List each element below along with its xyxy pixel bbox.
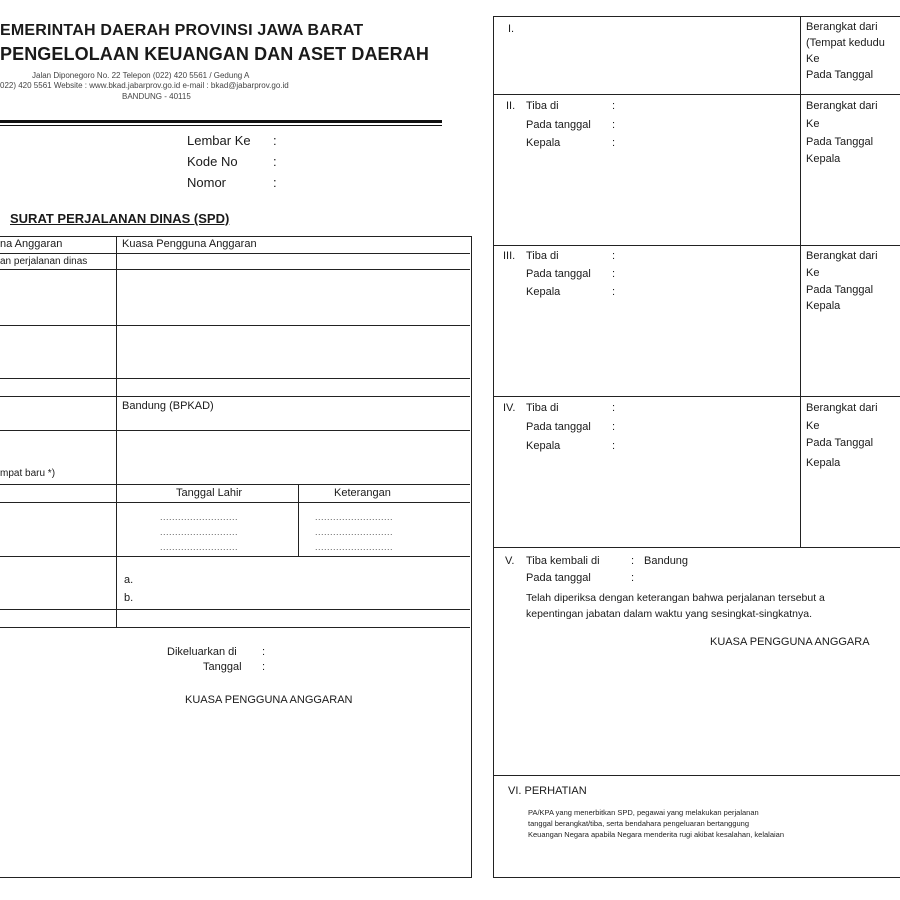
sec2-tiba: Tiba di bbox=[526, 100, 559, 112]
sec6-para-line1: PA/KPA yang menerbitkan SPD, pegawai yang melakukan perjalanan bbox=[528, 808, 759, 817]
sec3-colon1: : bbox=[612, 250, 616, 262]
item-b: b. bbox=[124, 592, 134, 604]
sec2-number: II. bbox=[506, 100, 516, 112]
sec4-ke: Ke bbox=[806, 420, 820, 432]
sec5-colon1: : bbox=[631, 555, 635, 567]
sec5-colon2: : bbox=[631, 572, 635, 584]
sec3-berangkat: Berangkat dari bbox=[806, 250, 878, 262]
form-hline bbox=[0, 396, 470, 397]
right-hline bbox=[493, 94, 900, 95]
kode-colon: : bbox=[273, 154, 277, 169]
form-vline bbox=[298, 484, 299, 556]
sec4-tanggal: Pada Tanggal bbox=[806, 437, 874, 449]
header-address-line2: 022) 420 5561 Website : www.bkad.jabarprov.go.id e-mail : bkad@jabarprov.go.id bbox=[0, 81, 289, 90]
sec1-tempat: (Tempat kedudu bbox=[806, 37, 885, 49]
header-thick-rule bbox=[0, 120, 442, 123]
form-hline bbox=[0, 484, 470, 485]
header-thin-rule bbox=[0, 125, 442, 126]
right-hline bbox=[493, 547, 900, 548]
form-hline bbox=[0, 253, 470, 254]
sec3-pada: Pada tanggal bbox=[526, 268, 591, 280]
right-hline bbox=[493, 396, 900, 397]
dots-tanggal-2: .......................... bbox=[160, 527, 239, 537]
dikeluarkan-label: Dikeluarkan di bbox=[167, 646, 237, 658]
sec3-colon3: : bbox=[612, 286, 616, 298]
dots-keterangan-3: .......................... bbox=[315, 542, 394, 552]
sec3-kepala-r: Kepala bbox=[806, 300, 841, 312]
item-a: a. bbox=[124, 574, 134, 586]
sec3-tiba: Tiba di bbox=[526, 250, 559, 262]
sec1-ke: Ke bbox=[806, 53, 820, 65]
dots-keterangan-2: .......................... bbox=[315, 527, 394, 537]
sec5-signature: KUASA PENGGUNA ANGGARA bbox=[710, 636, 870, 648]
sec2-colon3: : bbox=[612, 137, 616, 149]
sec1-number: I. bbox=[508, 23, 515, 35]
sec6-para-line2: tanggal berangkat/tiba, serta bendahara pengeluaran bertanggung bbox=[528, 819, 750, 828]
col-tanggal-lahir: Tanggal Lahir bbox=[176, 487, 243, 499]
header-agency-line: PENGELOLAAN KEUANGAN DAN ASET DAERAH bbox=[0, 44, 429, 64]
sec4-kepala-r: Kepala bbox=[806, 457, 841, 469]
dots-tanggal-1: .......................... bbox=[160, 512, 239, 522]
sec4-number: IV. bbox=[503, 402, 516, 414]
right-hline bbox=[493, 775, 900, 776]
sec4-colon3: : bbox=[612, 440, 616, 452]
sec3-number: III. bbox=[503, 250, 516, 262]
sec2-tanggal: Pada Tanggal bbox=[806, 136, 874, 148]
maksud-label: an perjalanan dinas bbox=[0, 256, 88, 267]
nomor-label: Nomor bbox=[187, 175, 227, 190]
header-address-line3: BANDUNG - 40115 bbox=[122, 92, 191, 101]
form-vline bbox=[116, 236, 117, 627]
sec5-note2: kepentingan jabatan dalam waktu yang sesingkat-singkatnya. bbox=[526, 608, 813, 620]
sec2-ke: Ke bbox=[806, 118, 820, 130]
form-hline bbox=[0, 609, 470, 610]
sec6-title: VI. PERHATIAN bbox=[508, 785, 587, 797]
sec3-ke: Ke bbox=[806, 267, 820, 279]
sec2-pada: Pada tanggal bbox=[526, 119, 591, 131]
tanggal-label: Tanggal bbox=[203, 661, 242, 673]
sec1-tanggal: Pada Tanggal bbox=[806, 69, 874, 81]
header-government-line: EMERINTAH DAERAH PROVINSI JAWA BARAT bbox=[0, 22, 364, 39]
sec1-berangkat: Berangkat dari bbox=[806, 21, 878, 33]
sec5-number: V. bbox=[505, 555, 515, 567]
sec2-kepala-r: Kepala bbox=[806, 153, 841, 165]
sec2-kepala: Kepala bbox=[526, 137, 561, 149]
kode-label: Kode No bbox=[187, 154, 238, 169]
form-frame bbox=[0, 236, 472, 878]
form-hline bbox=[0, 430, 470, 431]
tempat-baru-label: mpat baru *) bbox=[0, 468, 56, 479]
form-hline bbox=[0, 325, 470, 326]
form-hline bbox=[0, 378, 470, 379]
dots-tanggal-3: .......................... bbox=[160, 542, 239, 552]
form-hline bbox=[0, 269, 470, 270]
sec5-pada: Pada tanggal bbox=[526, 572, 591, 584]
nomor-colon: : bbox=[273, 175, 277, 190]
pejabat-value: Kuasa Pengguna Anggaran bbox=[122, 238, 257, 250]
kpa-signature-left: KUASA PENGGUNA ANGGARAN bbox=[185, 694, 353, 706]
form-hline bbox=[0, 502, 470, 503]
sec5-note1: Telah diperiksa dengan keterangan bahwa perjalanan tersebut a bbox=[526, 592, 825, 604]
sec4-tiba: Tiba di bbox=[526, 402, 559, 414]
sec4-berangkat: Berangkat dari bbox=[806, 402, 878, 414]
header-address-line1: Jalan Diponegoro No. 22 Telepon (022) 420 5561 / Gedung A bbox=[32, 71, 250, 80]
form-hline bbox=[0, 556, 470, 557]
lembar-colon: : bbox=[273, 133, 277, 148]
sec4-colon2: : bbox=[612, 421, 616, 433]
sec3-kepala: Kepala bbox=[526, 286, 561, 298]
right-vline bbox=[800, 16, 801, 547]
sec3-tanggal: Pada Tanggal bbox=[806, 284, 874, 296]
sec2-berangkat: Berangkat dari bbox=[806, 100, 878, 112]
pejabat-label: na Anggaran bbox=[0, 238, 63, 250]
sec4-kepala: Kepala bbox=[526, 440, 561, 452]
form-hline bbox=[0, 627, 470, 628]
berangkat-value: Bandung (BPKAD) bbox=[122, 400, 214, 412]
sec3-colon2: : bbox=[612, 268, 616, 280]
dots-keterangan-1: .......................... bbox=[315, 512, 394, 522]
sec5-tiba-value: Bandung bbox=[644, 555, 689, 567]
sec2-colon1: : bbox=[612, 100, 616, 112]
sec4-pada: Pada tanggal bbox=[526, 421, 591, 433]
dikeluarkan-colon: : bbox=[262, 646, 266, 658]
right-hline bbox=[493, 245, 900, 246]
col-keterangan: Keterangan bbox=[334, 487, 391, 499]
sec2-colon2: : bbox=[612, 119, 616, 131]
tanggal-colon: : bbox=[262, 661, 266, 673]
sec4-colon1: : bbox=[612, 402, 616, 414]
sec5-tiba-kembali: Tiba kembali di bbox=[526, 555, 600, 567]
sec6-para-line3: Keuangan Negara apabila Negara menderita rugi akibat kesalahan, kelalaian bbox=[528, 830, 785, 839]
lembar-label: Lembar Ke bbox=[187, 133, 251, 148]
spd-title: SURAT PERJALANAN DINAS (SPD) bbox=[10, 211, 230, 226]
